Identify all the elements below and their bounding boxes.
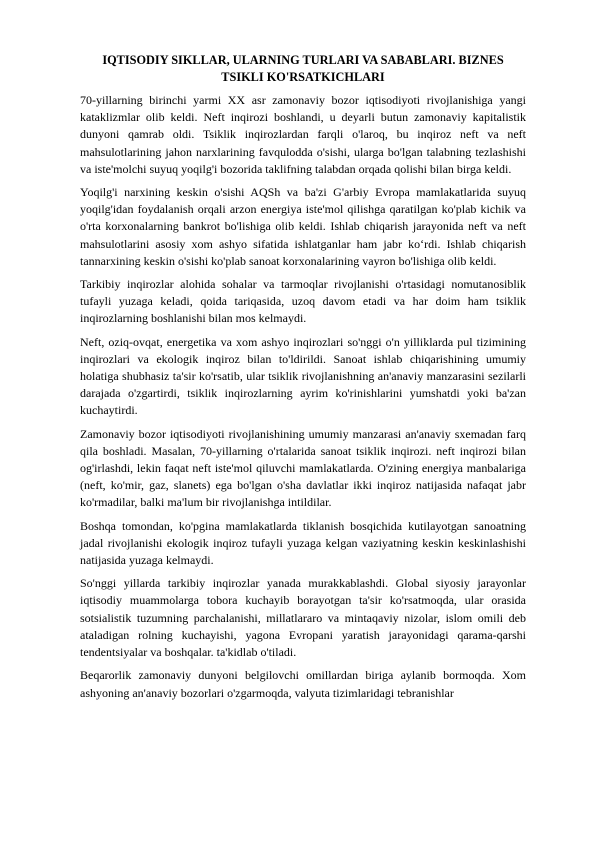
paragraph-6: Boshqa tomondan, ko'pgina mamlakatlarda tiklanish bosqichida kutilayotgan sanoatning jadal rivojlanishi ekologik inqiroz tufayli yuzaga kelgan vaziyatning keskin keskinlashishi natijasida yuzaga kelmaydi. <box>80 518 526 568</box>
document-title: IQTISODIY SIKLLAR, ULARNING TURLARI VA SABABLARI. BIZNES TSIKLI KO'RSATKICHLARI <box>102 53 504 84</box>
document-page <box>80 52 526 708</box>
paragraph-4: Neft, oziq-ovqat, energetika va xom ashyo inqirozlari so'nggi o'n yilliklarda pul tizimining inqirozlari va ekologik inqiroz bilan to'ldirildi. Sanoat ishlab chiqarishining umumiy holatiga shubhasiz ta'sir ko'rsatib, ular tsiklik rivojlanishning an'anaviy manzarasini sezilarli darajada o'zgartirdi, tsiklik inqirozlarning ayrim ko'rinishlarini yumshatdi yoki ba'zan kuchaytirdi. <box>80 334 526 418</box>
paragraph-7: So'nggi yillarda tarkibiy inqirozlar yanada murakkablashdi. Global siyosiy jarayonlar iqtisodiy muammolarga tobora kuchayib borayotgan ta'sir ko'rsatmoqda, ular orasida sotsialistik tuzumning parchalanishi, millatlararo va mintaqaviy nizolar, islom omili deb ataladigan rolning kuchayishi, yagona Evropani yaratish jarayonidagi qarama-qarshi tendentsiyalar va boshqalar. ta'kidlab o'tiladi. <box>80 576 526 660</box>
paragraph-3: Tarkibiy inqirozlar alohida sohalar va tarmoqlar rivojlanishi o'rtasidagi nomutanosiblik tufayli yuzaga keladi, qoida tariqasida, uzoq davom etadi va har doim ham tsiklik inqirozlarning boshlanishi bilan mos kelmaydi. <box>80 277 526 326</box>
paragraph-1: 70-yillarning birinchi yarmi XX asr zamonaviy bozor iqtisodiyoti rivojlanishiga yangi kataklizmlar olib keldi. Neft inqirozi boshlandi, u deyarli butun zamonaviy kapitalistik dunyoni qamrab oldi. Tsiklik inqirozlardan farqli o'laroq, bu inqiroz neft va neft mahsulotlarining jahon narxlarining favqulodda o'sishi, ularga bo'lgan talabning tezlashishi va iste'molchi suyuq yoqilg'i bozorida taklifning talabdan orqada qolishi bilan birga keldi. <box>80 93 526 176</box>
paragraph-8: Beqarorlik zamonaviy dunyoni belgilovchi omillardan biriga aylanib bormoqda. Xom ashyoning an'anaviy bozorlari o'zgarmoqda, valyuta tizimlaridagi tebranishlar <box>80 668 526 700</box>
paragraph-2: Yoqilg'i narxining keskin o'sishi AQSh va ba'zi G'arbiy Evropa mamlakatlarida suyuq yoqilg'idan foydalanish orqali arzon energiya iste'mol qilishga qaratilgan ko'plab kichik va o'rta korxonalarning bankrot bo'lishiga olib keldi. Ishlab chiqarish jarayonida neft va neft mahsulotlarini asosiy xom ashyo sifatida ishlatganlar ham jabr ko‘rdi. Ishlab chiqarish tannarxining keskin o'sishi ko'plab sanoat korxonalarining vayron bo'lishiga olib keldi. <box>80 185 526 268</box>
paragraph-5: Zamonaviy bozor iqtisodiyoti rivojlanishining umumiy manzarasi an'anaviy sxemadan farq qila boshladi. Masalan, 70-yillarning o'rtalarida sanoat tsiklik inqirozi. neft inqirozi bilan og'irlashdi, lekin faqat neft iste'mol qiluvchi mamlakatlarda. O'zining energiya manbalariga (neft, ko'mir, gaz, slanets) ega bo'lgan o'sha davlatlar ikki inqiroz natijasida nafaqat jabr ko'rmadilar, balki ma'lum bir rivojlanishga intildilar. <box>80 426 526 510</box>
